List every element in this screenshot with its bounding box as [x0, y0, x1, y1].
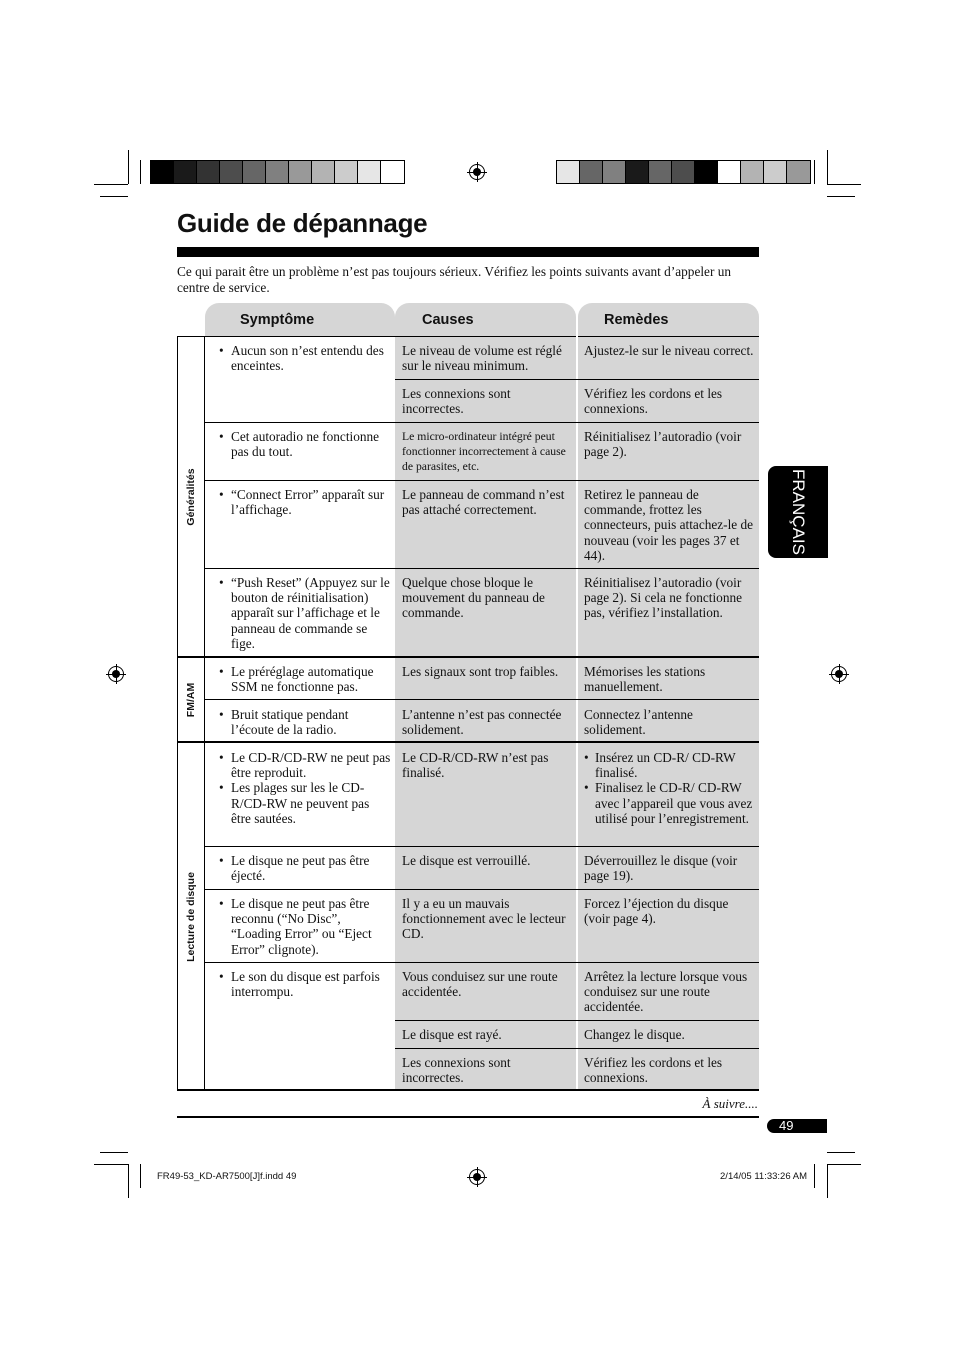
table-cell-cause: Le micro-ordinateur intégré peut fonctionner incorrectement à cause de parasites, etc.: [402, 430, 566, 473]
color-bar-left: [150, 160, 405, 184]
color-swatch: [266, 161, 289, 183]
table-cell-symptom: [205, 707, 391, 737]
section-divider: [177, 656, 759, 658]
list-item: [219, 896, 391, 957]
section-label-general: Généralités: [185, 468, 197, 526]
crop-mark: [128, 1164, 129, 1198]
footer-file: FR49-53_KD-AR7500[J]f.indd 49: [157, 1171, 297, 1182]
table-cell-remedy: Connectez l’antenne solidement.: [584, 707, 693, 738]
color-swatch: [289, 161, 312, 183]
crop-mark: [140, 160, 141, 184]
table-cell-cause: L’antenne n’est pas connectée solidement.: [402, 707, 562, 738]
table-cell-remedy: Changez le disque.: [584, 1027, 685, 1042]
table-cell-cause: Le disque est rayé.: [402, 1027, 502, 1042]
row-divider: [205, 699, 759, 700]
table-cell-symptom: [205, 429, 391, 459]
table-cell-symptom: [205, 969, 391, 999]
section-divider: [177, 1089, 759, 1091]
table-cell-cause: Il y a eu un mauvais fonctionnement avec le lecteur CD.: [402, 896, 566, 942]
bullet: •: [219, 664, 224, 679]
color-swatch: [626, 161, 649, 183]
crop-mark: [100, 196, 128, 197]
bullet: •: [219, 896, 224, 911]
table-cell-symptom: [205, 896, 391, 957]
page-title: Guide de dépannage: [177, 208, 428, 238]
table-cell-cause: Quelque chose bloque le mouvement du panneau de commande.: [402, 575, 545, 621]
table-cell-remedy: Forcez l’éjection du disque (voir page 4).: [584, 896, 729, 927]
table-cell-remedy: Réinitialisez l’autoradio (voir page 2). Si cela ne fonctionne pas, vérifiez l’installation.: [584, 575, 743, 621]
page-number: 49: [767, 1119, 827, 1133]
row-divider: [395, 1020, 759, 1021]
symptom-text: Bruit statique pendant l’écoute de la radio.: [231, 707, 349, 738]
table-cell-cause: Les connexions sont incorrectes.: [402, 386, 511, 417]
crop-mark: [827, 1164, 861, 1165]
table-cell-remedy: Vérifiez les cordons et les connexions.: [584, 386, 723, 417]
row-divider: [205, 422, 759, 423]
color-swatch: [151, 161, 174, 183]
list-item: [584, 780, 756, 826]
color-swatch: [220, 161, 243, 183]
crop-mark: [94, 184, 128, 185]
table-cell-remedy: Réinitialisez l’autoradio (voir page 2).: [584, 429, 742, 460]
section-disc: [177, 742, 205, 1091]
registration-mark-icon: [108, 666, 124, 682]
list-item: [219, 780, 391, 826]
crop-mark: [827, 150, 828, 184]
bullet: •: [219, 853, 224, 868]
bullet: •: [219, 750, 224, 765]
table-cell-remedy: [584, 750, 756, 826]
remedy-text: Finalisez le CD-R/ CD-RW avec l’appareil que vous avez utilisé pour l’enregistrement.: [595, 780, 753, 826]
symptom-text: Le CD-R/CD-RW ne peut pas être reproduit.: [231, 750, 391, 781]
table-cell-cause: Le panneau de command n’est pas attaché correctement.: [402, 487, 565, 518]
symptom-text: Cet autoradio ne fonctionne pas du tout.: [231, 429, 380, 460]
color-bar-right: [556, 160, 811, 184]
registration-mark-icon: [469, 164, 485, 180]
color-swatch: [335, 161, 358, 183]
table-cell-symptom: [205, 343, 391, 373]
header-remedies-label: Remèdes: [604, 312, 669, 328]
row-divider: [205, 846, 759, 847]
color-swatch: [243, 161, 266, 183]
bullet: •: [219, 575, 224, 590]
bottom-rule: [177, 1116, 759, 1118]
crop-mark: [814, 1164, 815, 1188]
color-swatch: [381, 161, 404, 183]
bullet: •: [219, 707, 224, 722]
table-cell-symptom: [205, 853, 391, 883]
title-rule: [177, 247, 759, 257]
table-cell-cause: Vous conduisez sur une route accidentée.: [402, 969, 558, 1000]
crop-mark: [140, 1164, 141, 1188]
symptom-text: Le son du disque est parfois interrompu.: [231, 969, 380, 1000]
registration-mark-icon: [831, 666, 847, 682]
header-causes: [395, 303, 576, 336]
row-divider: [395, 379, 759, 380]
crop-mark: [827, 184, 861, 185]
table-cell-cause: Les connexions sont incorrectes.: [402, 1055, 511, 1086]
symptom-text: “Push Reset” (Appuyez sur le bouton de réinitialisation) apparaît sur l’affichage et le panneau de commande se fige.: [231, 575, 390, 651]
color-swatch: [764, 161, 787, 183]
header-symptom-label: Symptôme: [240, 312, 315, 328]
list-item: [219, 969, 391, 1000]
row-divider: [395, 1048, 759, 1049]
crop-mark: [814, 160, 815, 184]
language-tab-label: FRANÇAIS: [789, 469, 808, 555]
symptom-text: Le préréglage automatique SSM ne fonctionne pas.: [231, 664, 374, 695]
bullet: •: [584, 780, 589, 796]
crop-mark: [94, 1164, 128, 1165]
crop-mark: [100, 1152, 128, 1153]
table-cell-symptom: [205, 750, 391, 826]
color-swatch: [787, 161, 810, 183]
color-swatch: [358, 161, 381, 183]
list-item: [219, 343, 391, 374]
crop-mark: [827, 196, 855, 197]
color-swatch: [718, 161, 741, 183]
color-swatch: [557, 161, 580, 183]
table-cell-symptom: [205, 487, 391, 517]
table-cell-remedy: Retirez le panneau de commande, frottez les connecteurs, puis attachez-le de nouveau (voir les pages 37 et 44).: [584, 487, 754, 563]
color-swatch: [672, 161, 695, 183]
list-item: [219, 707, 391, 738]
list-item: [219, 429, 391, 460]
table-cell-remedy: Ajustez-le sur le niveau correct.: [584, 343, 754, 358]
footer-datetime: 2/14/05 11:33:26 AM: [720, 1171, 807, 1182]
color-swatch: [649, 161, 672, 183]
header-symptom: [205, 303, 395, 336]
bullet: •: [219, 487, 224, 502]
row-divider: [205, 962, 759, 963]
table-cell-remedy: Arrêtez la lecture lorsque vous conduisez sur une route accidentée.: [584, 969, 748, 1015]
table-cell-remedy: Mémorises les stations manuellement.: [584, 664, 706, 695]
list-item: [584, 750, 756, 781]
table-cell-cause: Les signaux sont trop faibles.: [402, 664, 559, 679]
bullet: •: [219, 429, 224, 444]
table-cell-cause: Le CD-R/CD-RW n’est pas finalisé.: [402, 750, 549, 781]
color-swatch: [197, 161, 220, 183]
header-remedies: [578, 303, 759, 336]
list-item: [219, 750, 391, 781]
section-fmam: [177, 657, 205, 742]
color-swatch: [695, 161, 718, 183]
table-cell-symptom: [205, 664, 391, 694]
table-cell-remedy: Déverrouillez le disque (voir page 19).: [584, 853, 738, 884]
crop-mark: [827, 1164, 828, 1198]
symptom-text: Aucun son n’est entendu des enceintes.: [231, 343, 384, 374]
table-cell-remedy: Vérifiez les cordons et les connexions.: [584, 1055, 723, 1086]
section-divider: [177, 741, 759, 743]
symptom-text: Le disque ne peut pas être reconnu (“No Disc”, “Loading Error” ou “Eject Error” clignote).: [231, 896, 372, 957]
section-general: [177, 337, 205, 657]
crop-mark: [827, 1152, 855, 1153]
bullet: •: [219, 780, 224, 796]
bullet: •: [219, 343, 224, 358]
section-label-fmam: FM/AM: [185, 682, 197, 717]
registration-mark-icon: [469, 1169, 485, 1185]
table-cell-cause: Le disque est verrouillé.: [402, 853, 531, 868]
remedy-text: Insérez un CD-R/ CD-RW finalisé.: [595, 750, 736, 781]
list-item: [219, 575, 391, 651]
row-divider: [205, 480, 759, 481]
color-swatch: [603, 161, 626, 183]
list-item: [219, 487, 391, 518]
table-cell-cause: Le niveau de volume est réglé sur le niveau minimum.: [402, 343, 562, 374]
bullet: •: [584, 750, 589, 765]
row-divider: [205, 568, 759, 569]
continued-note: À suivre....: [702, 1096, 758, 1111]
language-tab: [768, 466, 828, 558]
list-item: [219, 853, 391, 884]
crop-mark: [128, 150, 129, 184]
header-causes-label: Causes: [422, 312, 474, 328]
symptom-text: Les plages sur les le CD-R/CD-RW ne peuvent pas être sautées.: [231, 780, 370, 826]
list-item: [219, 664, 391, 695]
intro-text: Ce qui parait être un problème n’est pas toujours sérieux. Vérifiez les points suivants avant d’appeler un centre de service.: [177, 264, 732, 295]
color-swatch: [741, 161, 764, 183]
color-swatch: [580, 161, 603, 183]
symptom-text: “Connect Error” apparaît sur l’affichage.: [231, 487, 385, 518]
table-cell-symptom: [205, 575, 391, 651]
section-label-disc: Lecture de disque: [185, 871, 197, 962]
symptom-text: Le disque ne peut pas être éjecté.: [231, 853, 370, 884]
bullet: •: [219, 969, 224, 984]
row-divider: [205, 889, 759, 890]
color-swatch: [312, 161, 335, 183]
color-swatch: [174, 161, 197, 183]
